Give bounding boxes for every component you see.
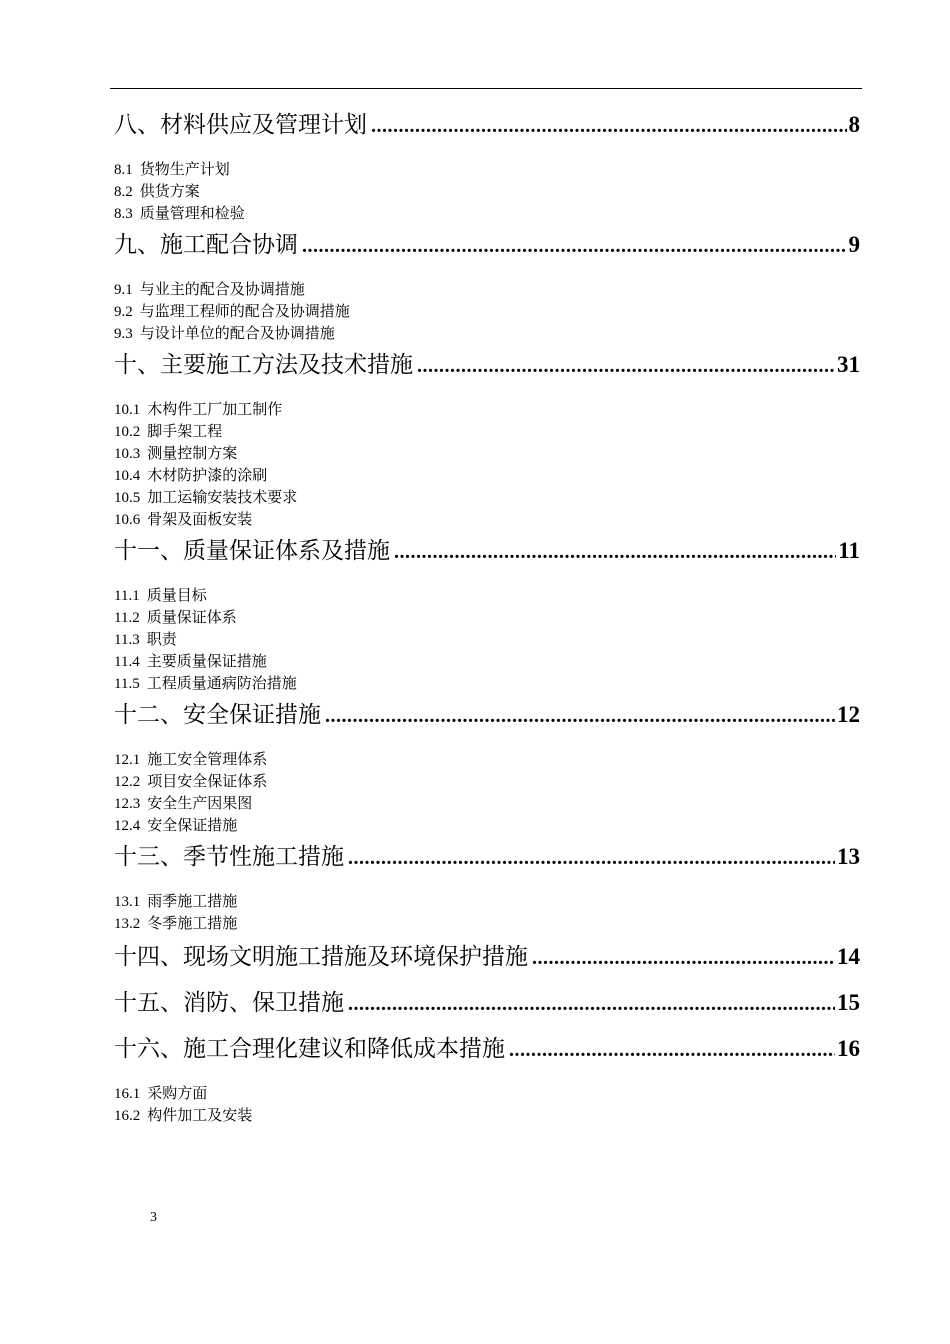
toc-subsection[interactable]	[114, 912, 860, 934]
toc-leader-dots	[532, 937, 835, 979]
toc-subsection-number: 16.1	[114, 1086, 141, 1102]
table-of-contents	[114, 104, 860, 1126]
toc-subsection-number: 10.1	[114, 402, 141, 418]
toc-subsection-number: 10.3	[114, 446, 141, 462]
toc-leader-dots	[325, 695, 835, 737]
toc-subsection-number: 12.2	[114, 774, 141, 790]
toc-subsection[interactable]	[114, 300, 860, 322]
toc-section	[114, 836, 860, 934]
toc-subsection-number: 12.3	[114, 796, 141, 812]
toc-subsection-list	[114, 1082, 860, 1126]
toc-subsection-number: 10.4	[114, 468, 141, 484]
toc-subsection-number: 10.5	[114, 490, 141, 506]
toc-subsection-label: 构件加工及安装	[147, 1106, 253, 1124]
toc-heading-title: 十六、施工合理化建议和降低成本措施	[114, 1036, 505, 1062]
toc-subsection[interactable]	[114, 1082, 860, 1104]
toc-subsection[interactable]	[114, 606, 860, 628]
toc-subsection-label: 安全保证措施	[147, 816, 238, 834]
toc-leader-dots	[394, 531, 836, 573]
toc-subsection-number: 8.3	[114, 206, 133, 222]
toc-heading[interactable]	[114, 104, 860, 146]
toc-subsection[interactable]	[114, 420, 860, 442]
toc-section	[114, 344, 860, 530]
toc-subsection[interactable]	[114, 180, 860, 202]
toc-subsection-label: 供货方案	[139, 182, 200, 200]
toc-subsection[interactable]	[114, 814, 860, 836]
toc-subsection[interactable]	[114, 486, 860, 508]
toc-subsection-number: 9.3	[114, 326, 133, 342]
toc-heading-title: 十二、安全保证措施	[114, 702, 321, 728]
toc-subsection-number: 10.6	[114, 512, 141, 528]
toc-heading-page: 11	[838, 538, 860, 563]
toc-subsection-label: 项目安全保证体系	[147, 772, 268, 790]
toc-heading-page: 14	[837, 944, 860, 969]
toc-heading[interactable]	[114, 344, 860, 386]
toc-heading-title: 十四、现场文明施工措施及环境保护措施	[114, 944, 528, 970]
toc-subsection-list	[114, 584, 860, 694]
toc-heading-page: 15	[837, 990, 860, 1015]
toc-subsection[interactable]	[114, 464, 860, 486]
toc-subsection-label: 与业主的配合及协调措施	[139, 280, 305, 298]
toc-leader-dots	[509, 1029, 835, 1071]
toc-subsection-number: 13.2	[114, 916, 141, 932]
toc-subsection-label: 与设计单位的配合及协调措施	[139, 324, 335, 342]
toc-subsection-list	[114, 748, 860, 836]
toc-subsection-label: 质量目标	[146, 586, 207, 604]
toc-subsection[interactable]	[114, 770, 860, 792]
toc-subsection[interactable]	[114, 158, 860, 180]
toc-subsection[interactable]	[114, 890, 860, 912]
toc-subsection-number: 11.4	[114, 654, 140, 670]
toc-subsection[interactable]	[114, 628, 860, 650]
toc-subsection[interactable]	[114, 442, 860, 464]
toc-subsection[interactable]	[114, 322, 860, 344]
toc-subsection[interactable]	[114, 508, 860, 530]
toc-subsection-list	[114, 278, 860, 344]
toc-subsection-label: 木构件工厂加工制作	[147, 400, 283, 418]
toc-subsection-label: 职责	[146, 630, 177, 648]
toc-heading-page: 16	[837, 1036, 860, 1061]
toc-subsection-label: 木材防护漆的涂刷	[147, 466, 268, 484]
toc-heading[interactable]	[114, 224, 860, 266]
toc-leader-dots	[348, 837, 835, 879]
toc-subsection-label: 质量管理和检验	[139, 204, 245, 222]
toc-section	[114, 224, 860, 344]
toc-subsection-number: 11.3	[114, 632, 140, 648]
toc-subsection[interactable]	[114, 202, 860, 224]
toc-heading-page: 9	[848, 232, 860, 257]
toc-leader-dots	[371, 105, 847, 147]
toc-heading[interactable]	[114, 694, 860, 736]
toc-subsection-label: 测量控制方案	[147, 444, 238, 462]
toc-subsection-number: 8.2	[114, 184, 133, 200]
toc-subsection[interactable]	[114, 672, 860, 694]
toc-subsection-number: 11.1	[114, 588, 140, 604]
toc-heading-page: 13	[837, 844, 860, 869]
toc-subsection-label: 货物生产计划	[139, 160, 230, 178]
toc-subsection[interactable]	[114, 748, 860, 770]
toc-subsection-number: 12.4	[114, 818, 141, 834]
page-number: 3	[150, 1210, 157, 1225]
toc-subsection-label: 主要质量保证措施	[146, 652, 267, 670]
toc-subsection-number: 10.2	[114, 424, 141, 440]
toc-heading-title: 十三、季节性施工措施	[114, 844, 344, 870]
toc-subsection-label: 工程质量通病防治措施	[146, 674, 297, 692]
toc-heading-title: 八、材料供应及管理计划	[114, 112, 367, 138]
toc-leader-dots	[417, 345, 835, 387]
toc-subsection-label: 冬季施工措施	[147, 914, 238, 932]
toc-subsection-number: 12.1	[114, 752, 141, 768]
toc-section	[114, 1028, 860, 1126]
toc-heading-page: 8	[848, 112, 860, 137]
toc-heading-title: 十一、质量保证体系及措施	[114, 538, 390, 564]
toc-leader-dots	[302, 225, 847, 267]
toc-heading[interactable]	[114, 982, 860, 1024]
toc-subsection-list	[114, 890, 860, 934]
toc-subsection-label: 骨架及面板安装	[147, 510, 253, 528]
toc-subsection-label: 加工运输安装技术要求	[147, 488, 298, 506]
toc-heading[interactable]	[114, 1028, 860, 1070]
toc-subsection[interactable]	[114, 278, 860, 300]
toc-subsection[interactable]	[114, 584, 860, 606]
toc-subsection-label: 脚手架工程	[147, 422, 223, 440]
toc-subsection-label: 质量保证体系	[146, 608, 237, 626]
toc-subsection-number: 11.5	[114, 676, 140, 692]
toc-subsection-label: 安全生产因果图	[147, 794, 253, 812]
toc-section	[114, 982, 860, 1024]
toc-subsection-label: 雨季施工措施	[147, 892, 238, 910]
toc-heading-page: 31	[837, 352, 860, 377]
toc-subsection[interactable]	[114, 650, 860, 672]
toc-heading-page: 12	[837, 702, 860, 727]
toc-section	[114, 694, 860, 836]
toc-subsection-number: 13.1	[114, 894, 141, 910]
toc-subsection-label: 施工安全管理体系	[147, 750, 268, 768]
toc-subsection[interactable]	[114, 792, 860, 814]
toc-heading[interactable]	[114, 936, 860, 978]
toc-heading[interactable]	[114, 530, 860, 572]
toc-subsection[interactable]	[114, 398, 860, 420]
toc-subsection-label: 采购方面	[147, 1084, 208, 1102]
toc-subsection[interactable]	[114, 1104, 860, 1126]
toc-subsection-number: 9.1	[114, 282, 133, 298]
toc-subsection-label: 与监理工程师的配合及协调措施	[139, 302, 350, 320]
header-rule	[110, 88, 862, 89]
toc-subsection-number: 11.2	[114, 610, 140, 626]
toc-section	[114, 530, 860, 694]
toc-subsection-number: 9.2	[114, 304, 133, 320]
toc-leader-dots	[348, 983, 835, 1025]
toc-section	[114, 936, 860, 978]
toc-subsection-number: 8.1	[114, 162, 133, 178]
toc-heading-title: 九、施工配合协调	[114, 232, 298, 258]
toc-subsection-list	[114, 158, 860, 224]
toc-heading[interactable]	[114, 836, 860, 878]
toc-subsection-number: 16.2	[114, 1108, 141, 1124]
toc-heading-title: 十、主要施工方法及技术措施	[114, 352, 413, 378]
toc-heading-title: 十五、消防、保卫措施	[114, 990, 344, 1016]
toc-section	[114, 104, 860, 224]
toc-subsection-list	[114, 398, 860, 530]
